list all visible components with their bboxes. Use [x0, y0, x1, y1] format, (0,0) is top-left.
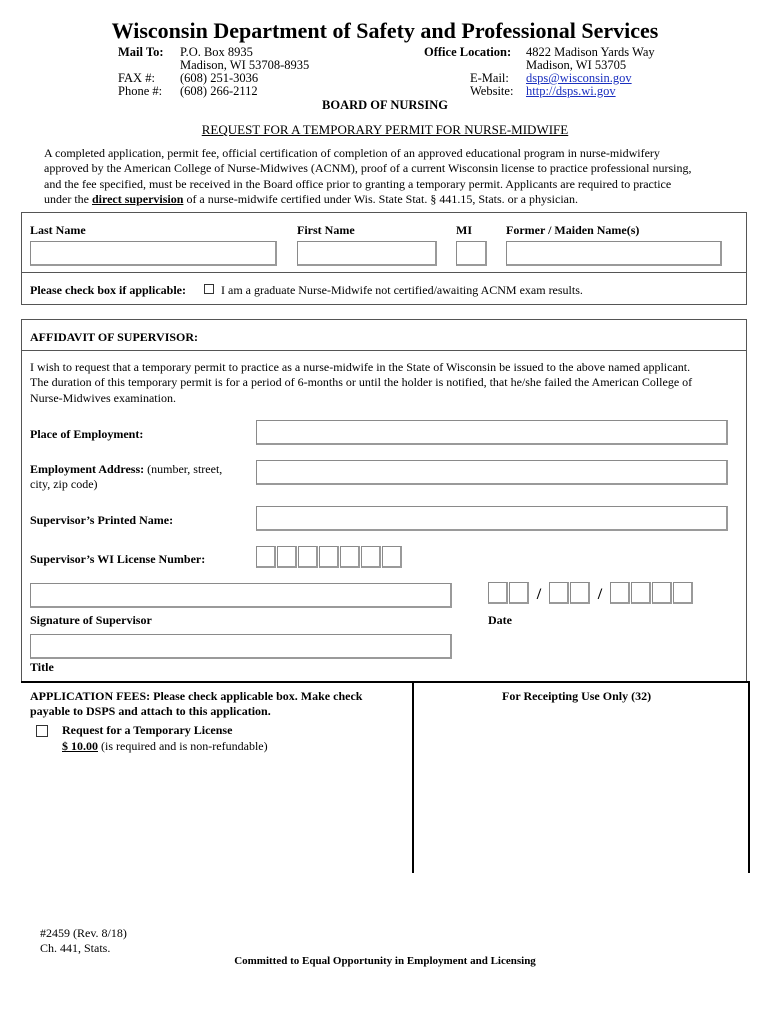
- check-applicable-label: Please check box if applicable:: [30, 283, 186, 297]
- affidavit-heading: AFFIDAVIT OF SUPERVISOR:: [30, 330, 199, 344]
- website-label: Website:: [470, 84, 514, 98]
- license-digit-cell[interactable]: [382, 546, 402, 568]
- date-label: Date: [488, 613, 512, 627]
- first-name-label: First Name: [297, 223, 355, 237]
- date-cells: [488, 582, 693, 604]
- mi-input[interactable]: [456, 241, 487, 266]
- email-label: E-Mail:: [470, 71, 509, 85]
- intro-line: under the direct supervision of a nurse-midwife certified under Wis. State Stat. § 441.15, Stats. or a physician.: [44, 191, 578, 206]
- date-year-cell[interactable]: [610, 582, 630, 604]
- date-day-cell[interactable]: [549, 582, 569, 604]
- office-line1: 4822 Madison Yards Way: [526, 45, 655, 59]
- chapter-ref: Ch. 441, Stats.: [40, 941, 111, 955]
- fees-divider: [412, 681, 414, 873]
- license-digit-cell[interactable]: [361, 546, 381, 568]
- temporary-license-label: Request for a Temporary License: [62, 723, 233, 737]
- board-name: BOARD OF NURSING: [322, 98, 448, 112]
- intro-line: approved by the American College of Nurse-Midwives (ACNM), proof of a current Wisconsin license to practice professional nursing,: [44, 161, 692, 176]
- place-of-employment-input[interactable]: [256, 420, 728, 445]
- first-name-input[interactable]: [297, 241, 437, 266]
- form-info: [40, 926, 127, 956]
- place-of-employment-label: Place of Employment:: [30, 427, 144, 441]
- date-separator: /: [536, 586, 542, 603]
- form-number: #2459 (Rev. 8/18): [40, 926, 127, 940]
- last-name-label: Last Name: [30, 223, 86, 237]
- title-input[interactable]: [30, 634, 452, 659]
- mail-line1: P.O. Box 8935: [180, 45, 253, 59]
- website-link[interactable]: http://dsps.wi.gov: [526, 84, 616, 98]
- date-year-cell[interactable]: [673, 582, 693, 604]
- date-year-cell[interactable]: [631, 582, 651, 604]
- applicant-divider: [21, 272, 747, 273]
- license-number-label: Supervisor’s WI License Number:: [30, 552, 206, 566]
- fee-amount-line: $ 10.00 (is required and is non-refundable): [62, 739, 268, 753]
- employment-address-label: Employment Address: (number, street, city, zip code): [30, 462, 223, 492]
- date-month-cell[interactable]: [488, 582, 508, 604]
- license-digit-cell[interactable]: [256, 546, 276, 568]
- license-digit-cell[interactable]: [298, 546, 318, 568]
- fax-label: FAX #:: [118, 71, 155, 85]
- signature-label: Signature of Supervisor: [30, 613, 152, 627]
- intro-paragraph: [44, 146, 734, 207]
- mi-label: MI: [456, 223, 472, 237]
- affidavit-paragraph: I wish to request that a temporary permit to practice as a nurse-midwife in the State of Wisconsin be issued to the above named applicant. The duration of this temporary permit is for a period of 6-months or until the holder is notified, that he/she failed the American College of Nurse-Midwives examination.: [30, 360, 693, 405]
- request-title: REQUEST FOR A TEMPORARY PERMIT FOR NURSE-MIDWIFE: [201, 122, 569, 137]
- date-year-cell[interactable]: [652, 582, 672, 604]
- fees-top-rule: [21, 681, 750, 683]
- license-digit-cell[interactable]: [340, 546, 360, 568]
- direct-supervision-emphasis: direct supervision: [91, 191, 184, 206]
- office-line2: Madison, WI 53705: [526, 58, 627, 72]
- date-day-cell[interactable]: [570, 582, 590, 604]
- date-separator: /: [597, 586, 603, 603]
- license-digit-cell[interactable]: [277, 546, 297, 568]
- supervisor-name-label: Supervisor’s Printed Name:: [30, 513, 174, 527]
- license-number-cells: [256, 546, 402, 568]
- phone-number: (608) 266-2112: [180, 84, 258, 98]
- fee-amount: $ 10.00: [62, 739, 98, 753]
- phone-label: Phone #:: [118, 84, 163, 98]
- supervisor-signature-input[interactable]: [30, 583, 452, 608]
- receipting-label: For Receipting Use Only (32): [502, 689, 652, 703]
- graduate-checkbox[interactable]: [204, 284, 214, 294]
- fax-number: (608) 251-3036: [180, 71, 259, 85]
- former-name-label: Former / Maiden Name(s): [506, 223, 640, 237]
- mail-line2: Madison, WI 53708-8935: [180, 58, 310, 72]
- affidavit-divider: [21, 350, 747, 351]
- former-name-input[interactable]: [506, 241, 722, 266]
- supervisor-name-input[interactable]: [256, 506, 728, 531]
- office-label: Office Location:: [424, 45, 512, 59]
- temporary-license-checkbox[interactable]: [36, 725, 48, 737]
- page-title: Wisconsin Department of Safety and Professional Services: [111, 18, 659, 43]
- receipting-right-rule: [748, 681, 750, 873]
- graduate-checkbox-label: I am a graduate Nurse-Midwife not certified/awaiting ACNM exam results.: [221, 283, 583, 297]
- mail-to-label: Mail To:: [118, 45, 164, 59]
- date-month-cell[interactable]: [509, 582, 529, 604]
- employment-address-input[interactable]: [256, 460, 728, 485]
- fees-heading: APPLICATION FEES: Please check applicable box. Make check payable to DSPS and attach to this application.: [30, 689, 363, 719]
- equal-opportunity-statement: Committed to Equal Opportunity in Employment and Licensing: [234, 955, 536, 967]
- license-digit-cell[interactable]: [319, 546, 339, 568]
- last-name-input[interactable]: [30, 241, 277, 266]
- email-link[interactable]: dsps@wisconsin.gov: [526, 71, 632, 85]
- intro-line: A completed application, permit fee, official certification of completion of an approved educational program in nurse-midwifery: [44, 146, 660, 160]
- title-label: Title: [30, 660, 54, 674]
- intro-line: and the fee specified, must be received in the Board office prior to granting a temporary permit. Applicants are required to practice: [44, 176, 672, 191]
